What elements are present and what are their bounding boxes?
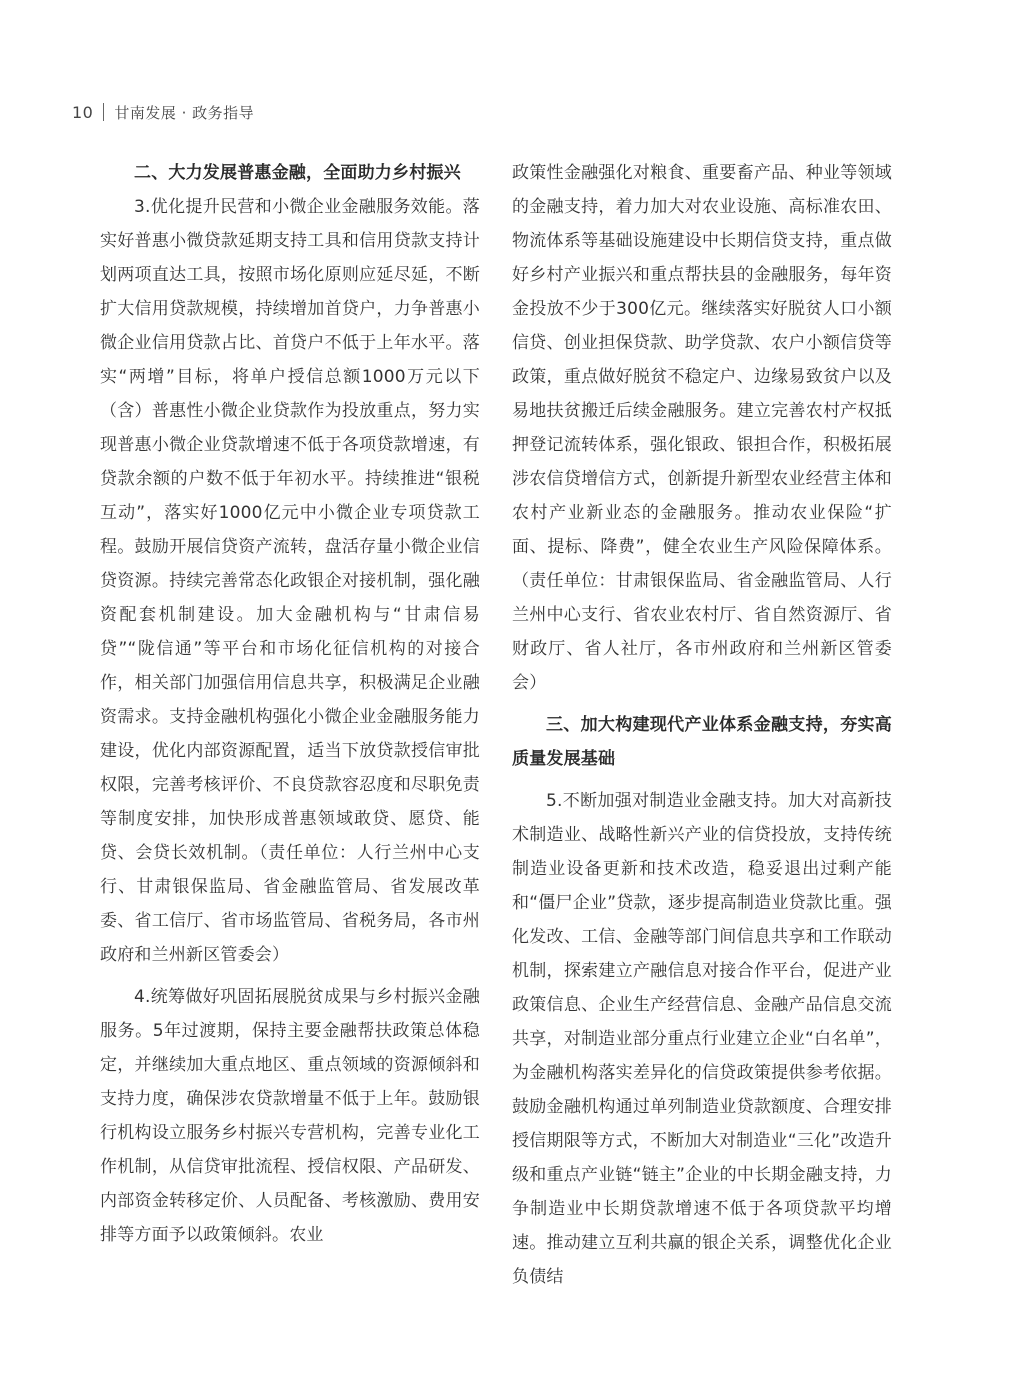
header-divider: [103, 103, 104, 121]
section-heading-2: 二、大力发展普惠金融，全面助力乡村振兴: [134, 163, 461, 183]
paragraph-4: 4.统筹做好巩固拓展脱贫成果与乡村振兴金融服务。5年过渡期，保持主要金融帮扶政策总体稳定，并继续加大重点地区、重点领域的资源倾斜和支持力度，确保涉农贷款增量不低于上年。鼓励银行机构设立服务乡村振兴专营机构，完善专业化工作机制，从信贷审批流程、授信权限、产品研发、内部资金转移定价、人员配备、考核激励、费用安排等方面予以政策倾斜。农业: [100, 987, 480, 1245]
paragraph-spacer: [512, 700, 892, 708]
page-header: [72, 100, 254, 124]
left-column: [100, 156, 480, 1252]
paragraph-spacer: [100, 972, 480, 980]
section-heading-3: 三、加大构建现代产业体系金融支持，夯实高质量发展基础: [512, 715, 892, 769]
paragraph-4-continued: 政策性金融强化对粮食、重要畜产品、种业等领域的金融支持，着力加大对农业设施、高标准农田、物流体系等基础设施建设中长期信贷支持，重点做好乡村产业振兴和重点帮扶县的金融服务，每年资金投放不少于300亿元。继续落实好脱贫人口小额信贷、创业担保贷款、助学贷款、农户小额信贷等政策，重点做好脱贫不稳定户、边缘易致贫户以及易地扶贫搬迁后续金融服务。建立完善农村产权抵押登记流转体系，强化银政、银担合作，积极拓展涉农信贷增信方式，创新提升新型农业经营主体和农村产业新业态的金融服务。推动农业保险“扩面、提标、降费”，健全农业生产风险保障体系。（责任单位：甘肃银保监局、省金融监管局、人行兰州中心支行、省农业农村厅、省自然资源厅、省财政厅、省人社厅，各市州政府和兰州新区管委会）: [512, 163, 892, 693]
page-number: 10: [72, 102, 94, 122]
publication-name: 甘南发展 · 政务指导: [114, 103, 255, 122]
paragraph-spacer: [512, 776, 892, 784]
paragraph-3: 3.优化提升民营和小微企业金融服务效能。落实好普惠小微贷款延期支持工具和信用贷款支持计划两项直达工具，按照市场化原则应延尽延，不断扩大信用贷款规模，持续增加首贷户，力争普惠小微企业信用贷款占比、首贷户不低于上年水平。落实“两增”目标，将单户授信总额1000万元以下（含）普惠性小微企业贷款作为投放重点，努力实现普惠小微企业贷款增速不低于各项贷款增速，有贷款余额的户数不低于年初水平。持续推进“银税互动”，落实好1000亿元中小微企业专项贷款工程。鼓励开展信贷资产流转，盘活存量小微企业信贷资源。持续完善常态化政银企对接机制，强化融资配套机制建设。加大金融机构与“甘肃信易贷”“陇信通”等平台和市场化征信机构的对接合作，相关部门加强信用信息共享，积极满足企业融资需求。支持金融机构强化小微企业金融服务能力建设，优化内部资源配置，适当下放贷款授信审批权限，完善考核评价、不良贷款容忍度和尽职免责等制度安排，加快形成普惠领域敢贷、愿贷、能贷、会贷长效机制。（责任单位：人行兰州中心支行、甘肃银保监局、省金融监管局、省发展改革委、省工信厅、省市场监管局、省税务局，各市州政府和兰州新区管委会）: [100, 197, 480, 965]
right-column: [512, 156, 892, 1294]
paragraph-5: 5.不断加强对制造业金融支持。加大对高新技术制造业、战略性新兴产业的信贷投放，支持传统制造业设备更新和技术改造，稳妥退出过剩产能和“僵尸企业”贷款，逐步提高制造业贷款比重。强化发改、工信、金融等部门间信息共享和工作联动机制，探索建立产融信息对接合作平台，促进产业政策信息、企业生产经营信息、金融产品信息交流共享，对制造业部分重点行业建立企业“白名单”，为金融机构落实差异化的信贷政策提供参考依据。鼓励金融机构通过单列制造业贷款额度、合理安排授信期限等方式，不断加大对制造业“三化”改造升级和重点产业链“链主”企业的中长期金融支持，力争制造业中长期贷款增速不低于各项贷款平均增速。推动建立互利共赢的银企关系，调整优化企业负债结: [512, 791, 892, 1287]
